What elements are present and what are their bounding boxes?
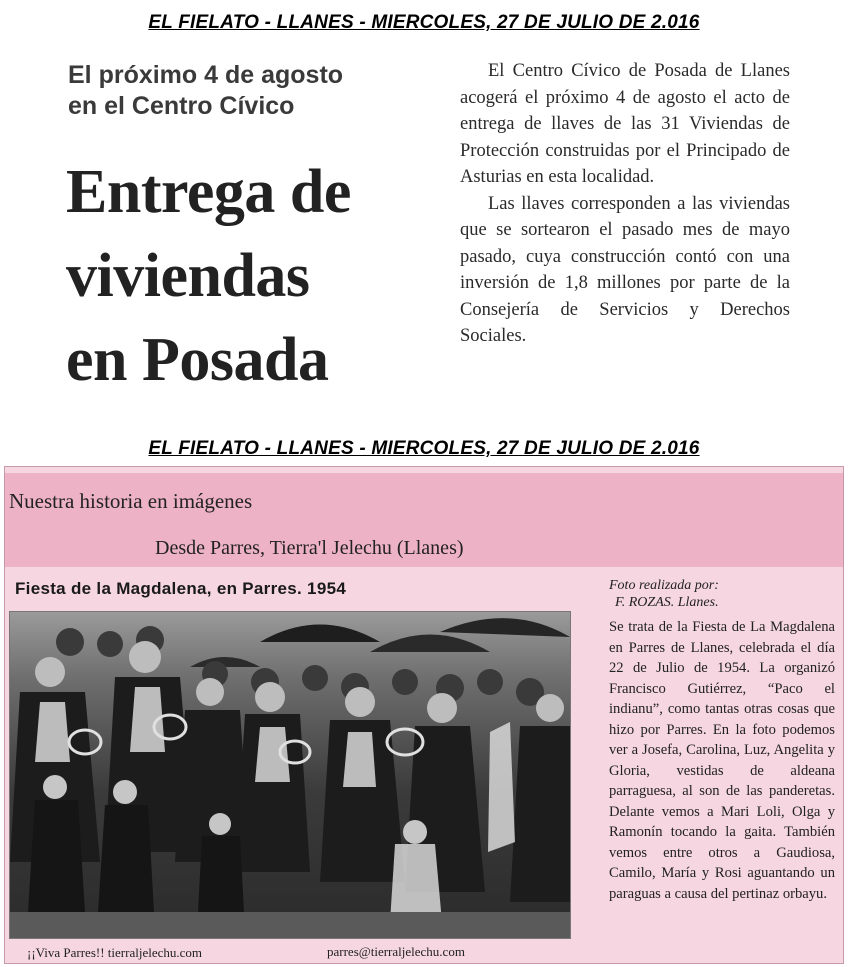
- footer-slogan: ¡¡Viva Parres!! tierraljelechu.com: [27, 945, 202, 960]
- caption-paragraph: Se trata de la Fiesta de La Magdalena en Parres de Llanes, celebrada el día 22 de Julio de 1954. La organizó Francisco Gutiérrez, “Paco el indianu”, como tantas otras cosas que hizo por Parres. En la foto podemos ver a Josefa, Carolina, Luz, Angelita y Gloria, vestidas de aldeana parraguesa, al son de las panderetas. Delante vemos a Mari Loli, Olga y Ramonín tocando la gaita. También vemos entre otros a Gaudiosa, Camilo, María y Rosi aguantando un paraguas a causa del pertinaz orbayu.: [609, 619, 835, 902]
- headline-line: en Posada: [66, 326, 329, 394]
- article-paragraph: El Centro Cívico de Posada de Llanes acogerá el próximo 4 de agosto el acto de entrega de llaves de las 31 Viviendas de Protección construidas por el Principado de Asturias en esta localidad.: [460, 61, 790, 187]
- headline: [66, 150, 446, 402]
- article-paragraph: Las llaves corresponden a las viviendas que se sortearon el pasado mes de mayo pasado, cuya construcción contó con una inversión de 1,8 millones por parte de la Consejería de Servicios y Derechos Sociales.: [460, 193, 790, 346]
- headline-line: viviendas: [66, 242, 310, 310]
- kicker-line: El próximo 4 de agosto: [68, 61, 344, 89]
- historic-photo: [9, 611, 571, 939]
- photo-credit: [609, 577, 829, 611]
- masthead-bottom: EL FIELATO - LLANES - MIERCOLES, 27 DE JULIO DE 2.016: [148, 438, 700, 459]
- masthead-top: EL FIELATO - LLANES - MIERCOLES, 27 DE JULIO DE 2.016: [148, 12, 700, 33]
- series-banner: [5, 473, 843, 567]
- kicker-line: en el Centro Cívico: [68, 92, 295, 120]
- credit-line: F. ROZAS. Llanes.: [615, 595, 719, 610]
- photo-illustration: [10, 612, 570, 938]
- photo-title: Fiesta de la Magdalena, en Parres. 1954: [15, 579, 347, 598]
- history-panel: [4, 466, 844, 964]
- series-subtitle: Desde Parres, Tierra'l Jelechu (Llanes): [155, 537, 464, 559]
- headline-line: Entrega de: [66, 158, 351, 226]
- kicker: [68, 60, 448, 122]
- series-title: Nuestra historia en imágenes: [9, 489, 253, 513]
- footer-email: parres@tierraljelechu.com: [327, 944, 465, 959]
- article-body: [460, 58, 790, 350]
- credit-line: Foto realizada por:: [609, 578, 719, 593]
- photo-caption-body: [609, 617, 835, 904]
